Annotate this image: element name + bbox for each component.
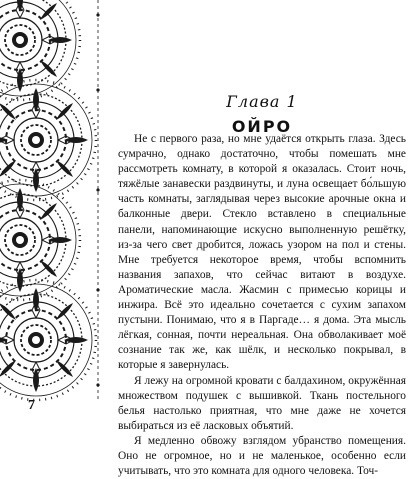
paragraph: Не с первого раза, но мне удаётся открыть глаза. Здесь сумрачно, однако достаточно, чтобы помешать мне рассмотреть комнату, в которой я оказалась. Стоит ночь, тяжёлые занавески раздвинуты, и луна освещает бо́льшую часть комнаты, заглядывая через высокие арочные окна и балконные двери. Стекло вставлено в специальные панели, напоминающие искусно выполненную решётку, из-за чего свет дробится, ложась узором на пол и стены. Мне требуется некоторое время, чтобы вспомнить названия запахов, что сейчас витают в воздухе. Ароматические масла. Жасмин с примесью корицы и инжира. Всё это идеально сочетается с сухим запахом пустыни. Понимаю, что я в Паргаде… я дома. Эта мысль лёгкая, сонная, почти нереальная. Она обволакивает моё сознание так же, как шёлк, и несколько покрывал, в которые я завернулась. [118, 133, 406, 372]
chapter-heading [112, 92, 412, 136]
paragraph: Я медленно обвожу взглядом убранство помещения. Оно не огромное, но и не маленькое, особенно если учитывать, что это комната для одного человека. Точ- [118, 434, 406, 478]
chapter-body-text [118, 132, 406, 479]
chapter-label: Глава 1 [226, 92, 298, 111]
page-number: 7 [28, 398, 35, 413]
mandala-border-ornament [0, 0, 112, 420]
chapter-title: ОЙРО [231, 117, 293, 136]
paragraph: Я лежу на огромной кровати с балдахином, окружённая множеством подушек с вышивкой. Ткань постельного белья настолько приятная, что мне даже не хочется выбираться из её ласковых объятий. [118, 374, 406, 432]
